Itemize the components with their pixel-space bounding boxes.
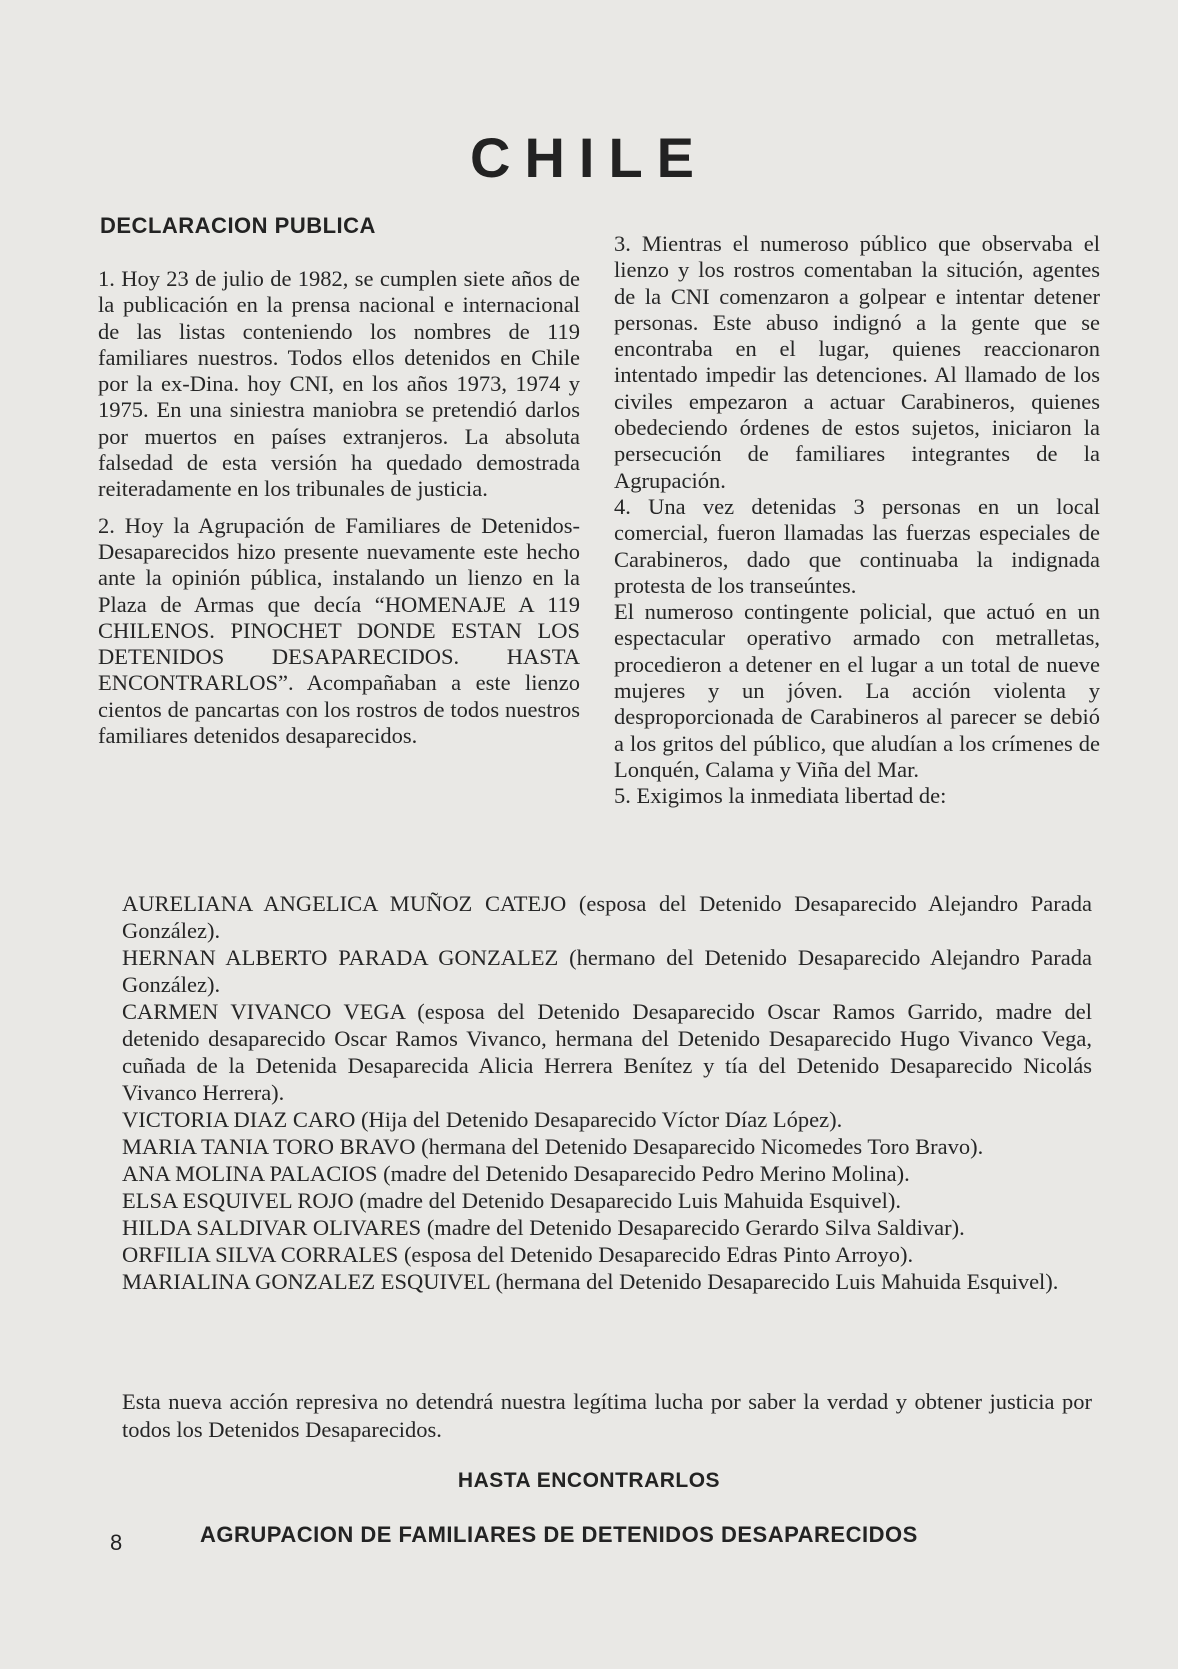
paragraph-3: 3. Mientras el numeroso público que observaba el lienzo y los rostros comentaban la situción, agentes de la CNI comenzaron a golpear e intentar detener personas. Este abuso indignó a la gente que se encontraba en el lugar, quienes reaccionaron intentado impedir las detenciones. Al llamado de los civiles empezaron a actuar Carabineros, quienes obedeciendo órdenes de estos sujetos, iniciaron la persecución de familiares integrantes de la Agrupación. (614, 231, 1100, 493)
detainee-entry: ELSA ESQUIVEL ROJO (madre del Detenido Desaparecido Luis Mahuida Esquivel). (122, 1188, 901, 1213)
paragraph-4-continued: El numeroso contingente policial, que actuó en un espectacular operativo armado con metralletas, procedieron a detener en el lugar a un total de nueve mujeres y un jóven. La acción violenta y desproporcionada de Carabineros al parecer se debió a los gritos del público, que aludían a los crímenes de Lonquén, Calama y Viña del Mar. (614, 599, 1100, 782)
detainee-entry: MARIA TANIA TORO BRAVO (hermana del Detenido Desaparecido Nicomedes Toro Bravo). (122, 1134, 984, 1159)
declaration-heading: DECLARACION PUBLICA (100, 213, 376, 238)
detainee-entry: HERNAN ALBERTO PARADA GONZALEZ (hermano del Detenido Desaparecido Alejandro Parada González). (122, 945, 1092, 997)
slogan: HASTA ENCONTRARLOS (457, 1469, 721, 1492)
detainee-entry: AURELIANA ANGELICA MUÑOZ CATEJO (esposa del Detenido Desaparecido Alejandro Parada González). (122, 891, 1092, 943)
page-title: CHILE (470, 125, 708, 189)
detainee-entry: HILDA SALDIVAR OLIVARES (madre del Detenido Desaparecido Gerardo Silva Saldivar). (122, 1215, 965, 1240)
right-column (614, 231, 1100, 810)
paragraph-1: 1. Hoy 23 de julio de 1982, se cumplen siete años de la publicación en la prensa nacional e internacional de las listas conteniendo los nombres de 119 familiares nuestros. Todos ellos detenidos en Chile por la ex-Dina. hoy CNI, en los años 1973, 1974 y 1975. En una siniestra maniobra se pretendió darlos por muertos en países extranjeros. La absoluta falsedad de esta versión ha quedado demostrada reiteradamente en los tribunales de justicia. (98, 266, 580, 502)
left-column (98, 266, 580, 759)
page-number: 8 (110, 1530, 123, 1555)
signature: AGRUPACION DE FAMILIARES DE DETENIDOS DESAPARECIDOS (200, 1522, 918, 1547)
paragraph-5: 5. Exigimos la inmediata libertad de: (614, 783, 947, 809)
detainee-entry: VICTORIA DIAZ CARO (Hija del Detenido Desaparecido Víctor Díaz López). (122, 1107, 843, 1132)
detainee-entry: ANA MOLINA PALACIOS (madre del Detenido Desaparecido Pedro Merino Molina). (122, 1161, 910, 1186)
detainee-entry: ORFILIA SILVA CORRALES (esposa del Detenido Desaparecido Edras Pinto Arroyo). (122, 1242, 914, 1267)
paragraph-4: 4. Una vez detenidas 3 personas en un local comercial, fueron llamadas las fuerzas especiales de Carabineros, dado que continuaba la indignada protesta de los transeúntes. (614, 493, 1100, 598)
paragraph-2: 2. Hoy la Agrupación de Familiares de Detenidos-Desaparecidos hizo presente nuevamente este hecho ante la opinión pública, instalando un lienzo en la Plaza de Armas que decía “HOMENAJE A 119 CHILENOS. PINOCHET DONDE ESTAN LOS DETENIDOS DESAPARECIDOS. HASTA ENCONTRARLOS”. Acompañaban a este lienzo cientos de pancartas con los rostros de todos nuestros familiares detenidos desaparecidos. (98, 512, 580, 749)
closing-statement: Esta nueva acción represiva no detendrá nuestra legítima lucha por saber la verdad y obtener justicia por todos los Detenidos Desaparecidos. (122, 1389, 1092, 1442)
detainee-entry: CARMEN VIVANCO VEGA (esposa del Detenido Desaparecido Oscar Ramos Garrido, madre del detenido desaparecido Oscar Ramos Vivanco, hermana del Detenido Desaparecido Hugo Vivanco Vega, cuñada de la Detenida Desaparecida Alicia Herrera Benítez y tía del Detenido Desaparecido Nicolás Vivanco Herrera). (122, 999, 1092, 1105)
detainee-entry: MARIALINA GONZALEZ ESQUIVEL (hermana del Detenido Desaparecido Luis Mahuida Esquivel). (122, 1269, 1059, 1294)
detainee-list (122, 890, 1092, 1295)
